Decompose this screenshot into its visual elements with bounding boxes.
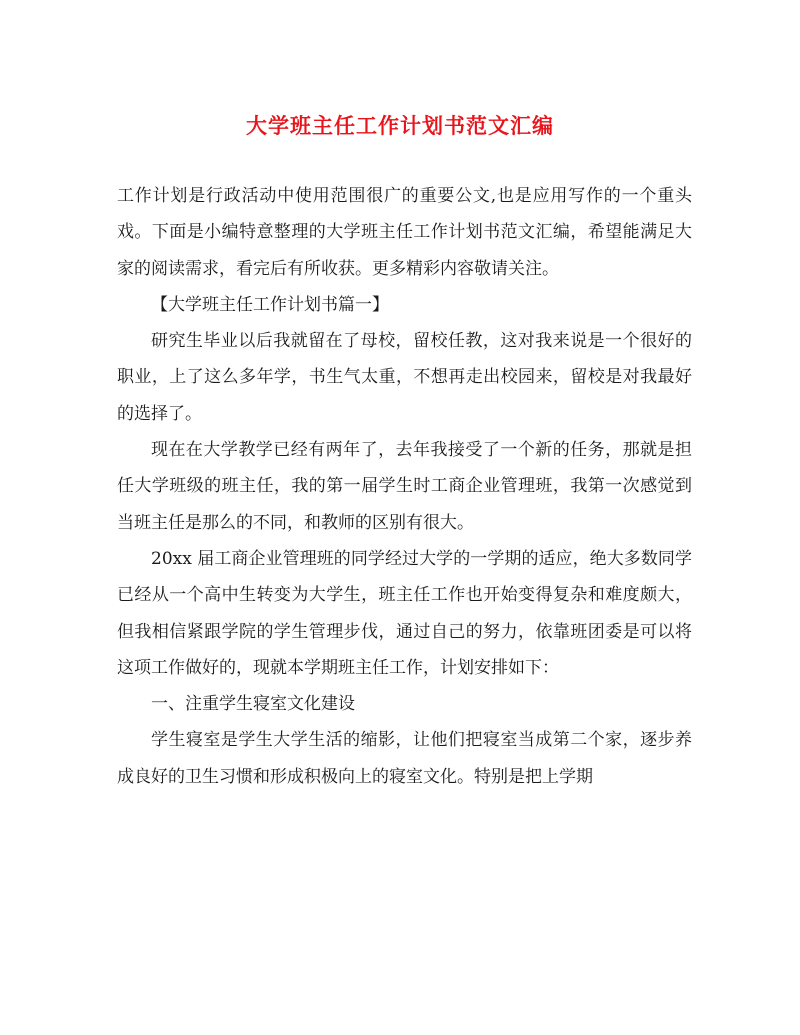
section-heading-plan-one: 【大学班主任工作计划书篇一】 — [151, 294, 389, 315]
body-paragraph: 20xx 届工商企业管理班的同学经过大学的一学期的适应，绝大多数同学已经从一个高中生转变为大学生，班主任工作也开始变得复杂和难度颇大，但我相信紧跟学院的学生管理步伐，通过自己的努力，依靠班团委是可以将这项工作做好的，现就本学期班主任工作，计划安排如下： — [117, 548, 692, 678]
intro-paragraph: 工作计划是行政活动中使用范围很广的重要公文,也是应用写作的一个重头戏。下面是小编特意整理的大学班主任工作计划书范文汇编，希望能满足大家的阅读需求，看完后有所收获。更多精彩内容敬请关注。 — [117, 186, 692, 279]
body-paragraph: 研究生毕业以后我就留在了母校，留校任教，这对我来说是一个很好的职业，上了这么多年学，书生气太重，不想再走出校园来，留校是对我最好的选择了。 — [117, 331, 692, 424]
document-title: 大学班主任工作计划书范文汇编 — [246, 113, 554, 138]
document-body — [117, 178, 692, 795]
body-paragraph: 现在在大学教学已经有两年了，去年我接受了一个新的任务，那就是担任大学班级的班主任，我的第一届学生时工商企业管理班，我第一次感觉到当班主任是那么的不同，和教师的区别有很大。 — [117, 440, 692, 533]
subsection-heading-dorm-culture: 一、注重学生寝室文化建设 — [151, 694, 355, 715]
body-paragraph: 学生寝室是学生大学生活的缩影，让他们把寝室当成第二个家，逐步养成良好的卫生习惯和形成积极向上的寝室文化。特别是把上学期 — [117, 730, 692, 787]
